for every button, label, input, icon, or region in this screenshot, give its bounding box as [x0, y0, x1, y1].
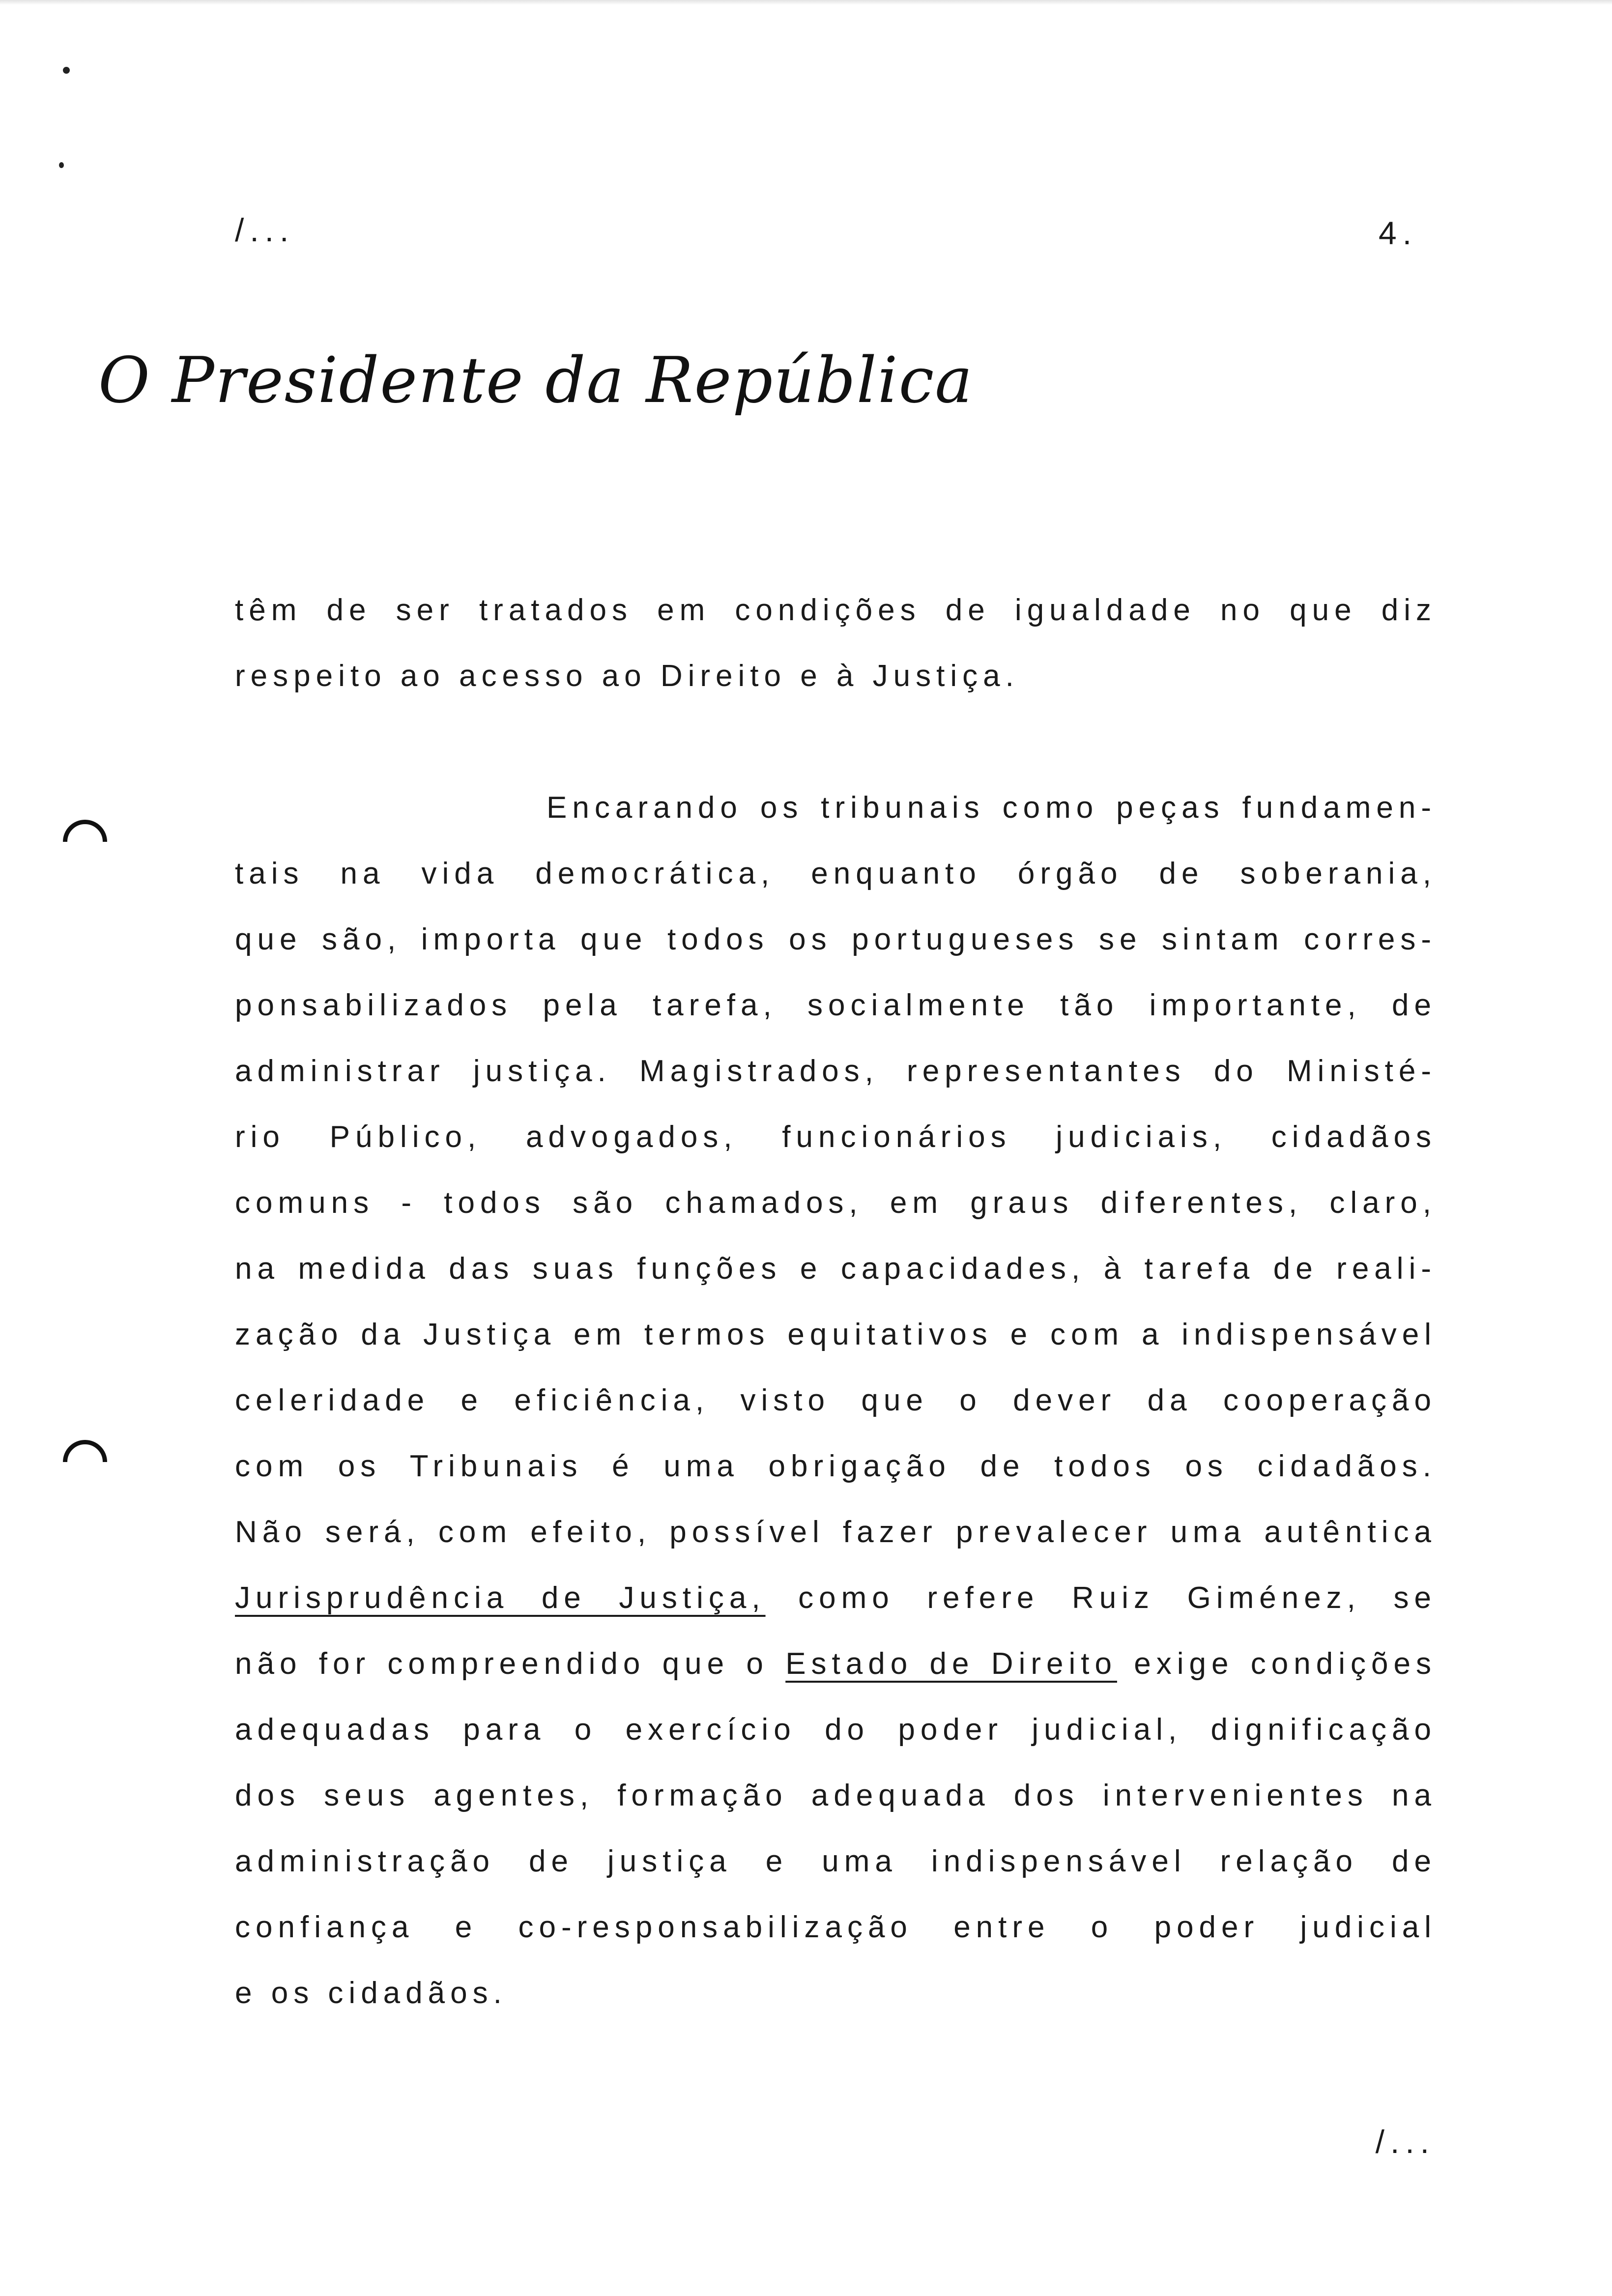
body-line: Não será, com efeito, possível fazer prevalecer uma autêntica	[235, 1515, 1437, 1549]
letterhead-title: O Presidente da República	[98, 344, 974, 417]
scan-dot	[63, 67, 70, 74]
scan-dot	[59, 162, 64, 168]
footer-continuation-mark: /...	[1375, 2124, 1435, 2160]
body-line: e os cidadãos.	[235, 1976, 507, 2010]
body-line	[235, 1644, 1437, 1684]
punch-hole-mark	[63, 1440, 107, 1484]
body-line	[235, 1578, 1437, 1618]
body-line: celeridade e eficiência, visto que o dever da cooperação	[235, 1383, 1437, 1417]
page-number: 4.	[1379, 215, 1418, 251]
body-line: ponsabilizados pela tarefa, socialmente tão importante, de	[235, 988, 1437, 1022]
body-line: Encarando os tribunais como peças fundamen-	[547, 791, 1437, 825]
body-text: exige condições	[1117, 1647, 1437, 1681]
punch-hole-mark	[63, 820, 107, 864]
scan-edge	[0, 0, 1612, 5]
body-line: dos seus agentes, formação adequada dos intervenientes na	[235, 1779, 1437, 1812]
body-line: administração de justiça e uma indispensável relação de	[235, 1844, 1437, 1878]
body-line: confiança e co-responsabilização entre o poder judicial	[235, 1910, 1437, 1944]
underlined-term: Jurisprudência de Justiça,	[235, 1581, 766, 1615]
body-line: respeito ao acesso ao Direito e à Justiça.	[235, 659, 1019, 693]
body-text: não for compreendido que o	[235, 1647, 786, 1681]
body-line: tais na vida democrática, enquanto órgão de soberania,	[235, 857, 1437, 890]
body-line: adequadas para o exercício do poder judicial, dignificação	[235, 1713, 1437, 1747]
body-line: com os Tribunais é uma obrigação de todos os cidadãos.	[235, 1449, 1437, 1483]
body-line: comuns - todos são chamados, em graus diferentes, claro,	[235, 1186, 1437, 1220]
body-line: administrar justiça. Magistrados, representantes do Ministé-	[235, 1054, 1437, 1088]
body-text: como refere Ruiz Giménez, se	[765, 1581, 1437, 1615]
header-continuation-mark: /...	[235, 212, 295, 248]
body-line: que são, importa que todos os portugueses se sintam corres-	[235, 922, 1437, 956]
body-line: têm de ser tratados em condições de igualdade no que diz	[235, 593, 1437, 627]
body-line: zação da Justiça em termos equitativos e com a indispensável	[235, 1318, 1437, 1351]
body-line: rio Público, advogados, funcionários judiciais, cidadãos	[235, 1120, 1437, 1154]
body-line: na medida das suas funções e capacidades, à tarefa de reali-	[235, 1252, 1437, 1286]
underlined-term: Estado de Direito	[785, 1647, 1117, 1681]
